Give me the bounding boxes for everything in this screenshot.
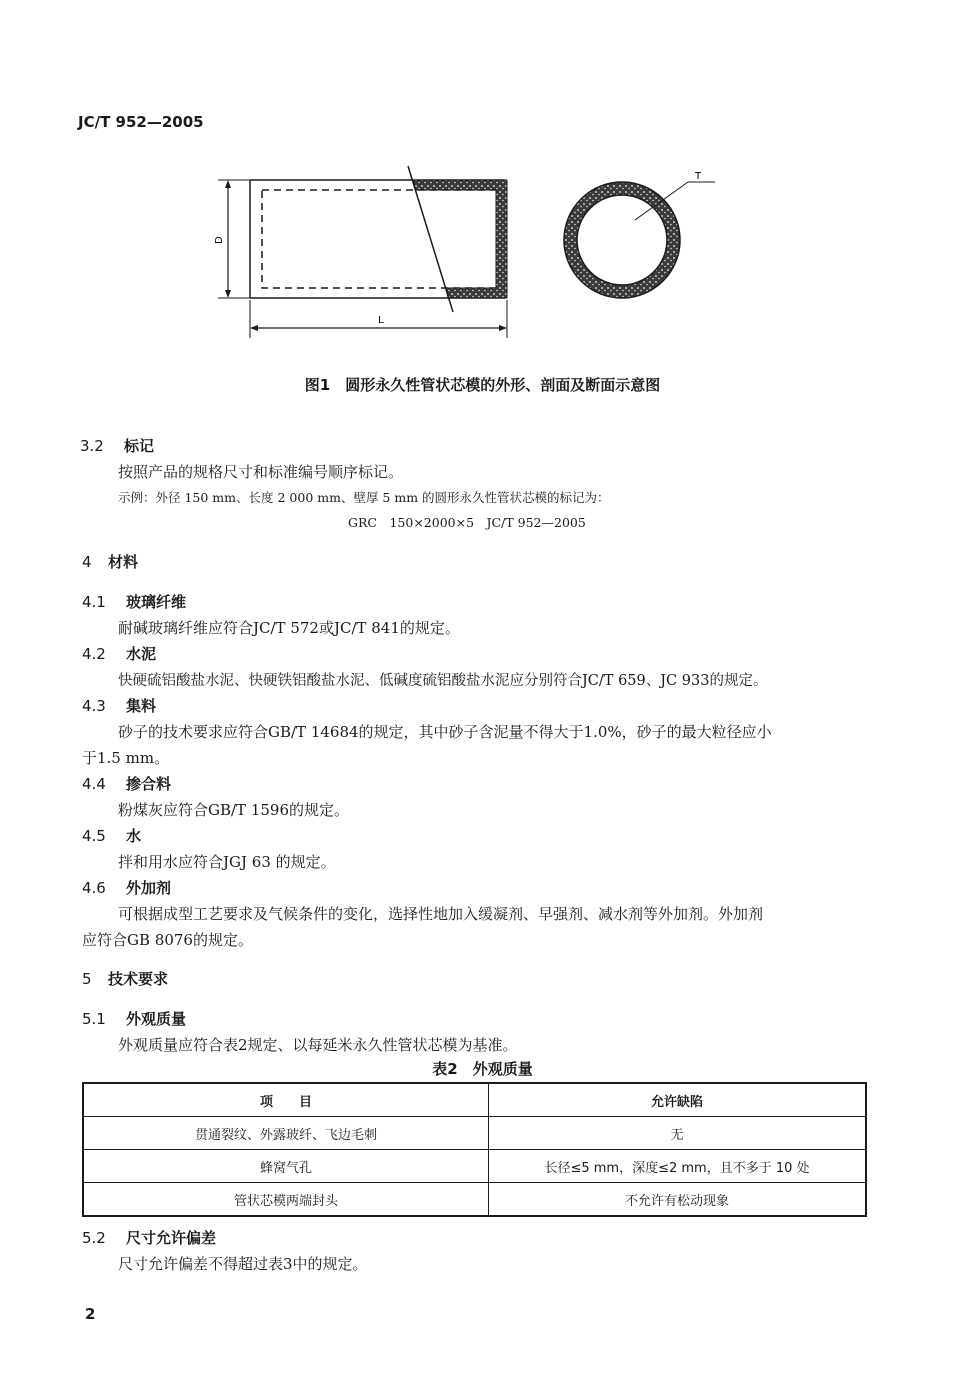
label-t: T	[695, 171, 702, 182]
table-row	[83, 1183, 866, 1217]
section-4-heading: 4 材料	[82, 553, 139, 571]
marking-example: 示例：外径 150 mm、长度 2 000 mm、壁厚 5 mm 的圆形永久性管状芯模的标记为：	[118, 490, 610, 505]
table-2-title: 表2 外观质量	[432, 1060, 533, 1078]
section-3-2-text: 按照产品的规格尺寸和标准编号顺序标记。	[118, 463, 404, 481]
section-5-1-text: 外观质量应符合表2规定、以每延米永久性管状芯模为基准。	[118, 1036, 518, 1054]
table-header-row	[83, 1083, 866, 1117]
label-l: L	[378, 315, 384, 326]
section-3-2-heading: 3.2 标记	[80, 437, 155, 455]
section-5-2-text: 尺寸允许偏差不得超过表3中的规定。	[118, 1255, 368, 1273]
table-header-item: 项 目	[83, 1083, 489, 1117]
section-4-1-text: 耐碱玻璃纤维应符合JC/T 572或JC/T 841的规定。	[118, 619, 460, 637]
table-cell: 不允许有松动现象	[489, 1183, 867, 1217]
section-4-2-text: 快硬硫铝酸盐水泥、快硬铁铝酸盐水泥、低碱度硫铝酸盐水泥应分别符合JC/T 659、JC 933的规定。	[118, 673, 768, 689]
standard-code: JC/T 952—2005	[78, 113, 204, 131]
table-cell: 无	[489, 1117, 867, 1150]
figure-1-diagram	[210, 160, 730, 340]
table-row	[83, 1117, 866, 1150]
section-4-4-heading: 4.4 掺合料	[82, 775, 172, 793]
section-4-5-text: 拌和用水应符合JGJ 63 的规定。	[118, 853, 336, 871]
section-4-3-heading: 4.3 集料	[82, 697, 157, 715]
section-4-6-text-line1: 可根据成型工艺要求及气候条件的变化，选择性地加入缓凝剂、早强剂、减水剂等外加剂。外加剂	[118, 905, 764, 923]
section-4-1-heading: 4.1 玻璃纤维	[82, 593, 187, 611]
section-5-2-heading: 5.2 尺寸允许偏差	[82, 1229, 217, 1247]
label-d: D	[214, 236, 225, 244]
table-cell: 贯通裂纹、外露玻纤、飞边毛刺	[83, 1117, 489, 1150]
table-cell: 管状芯模两端封头	[83, 1183, 489, 1217]
section-4-6-text-line2: 应符合GB 8076的规定。	[82, 931, 253, 949]
table-header-defect: 允许缺陷	[489, 1083, 867, 1117]
section-4-6-heading: 4.6 外加剂	[82, 879, 172, 897]
page-number: 2	[85, 1305, 96, 1323]
section-4-2-heading: 4.2 水泥	[82, 645, 157, 663]
marking-code: GRC 150×2000×5 JC/T 952—2005	[348, 515, 586, 530]
table-row	[83, 1150, 866, 1183]
section-5-heading: 5 技术要求	[82, 970, 169, 988]
section-4-5-heading: 4.5 水	[82, 827, 142, 845]
table-cell: 蜂窝气孔	[83, 1150, 489, 1183]
section-4-4-text: 粉煤灰应符合GB/T 1596的规定。	[118, 801, 350, 819]
figure-caption: 图1 圆形永久性管状芯模的外形、剖面及断面示意图	[304, 376, 661, 394]
section-5-1-heading: 5.1 外观质量	[82, 1010, 187, 1028]
table-cell: 长径≤5 mm，深度≤2 mm，且不多于 10 处	[489, 1150, 867, 1183]
appearance-quality-table	[82, 1082, 867, 1217]
section-4-3-text-line1: 砂子的技术要求应符合GB/T 14684的规定，其中砂子含泥量不得大于1.0%，砂子的最大粒径应小	[118, 723, 772, 741]
section-4-3-text-line2: 于1.5 mm。	[82, 749, 170, 767]
